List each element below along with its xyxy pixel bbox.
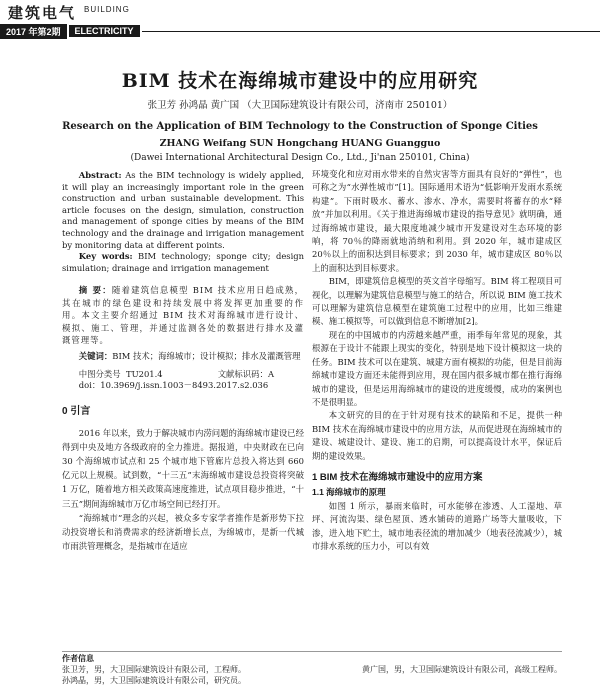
section-0-heading: 0 引言	[62, 405, 91, 417]
doc-label: 文献标识码：	[217, 368, 268, 379]
issue-number: 2017 年第2期	[0, 24, 67, 39]
paragraph: “海绵城市”理念的兴起，被众多专家学者推作是新形势下拉动投资增长和消费需求的经济新增长点，为绵城市，是新一代城市雨洪管理概念，是指城市在适应	[62, 512, 304, 552]
paragraph: BIM，即建筑信息模型的英文首字母缩写。BIM 将工程项目可视化，以理解为建筑信息模型与施工的结合，所以说 BIM 施工技术可以理解为建筑信息模型在建筑施工过程中的应用，比如三维建模、施工模拟等，可以做到信息不断增加[2]。	[312, 276, 562, 327]
paragraph: 本文研究的目的在于针对现有技术的缺陷和不足，提供一种 BIM 技术在海绵城市建设中的应用方法，从而促进现在海绵城市的建设、城建设计、建设、施工的启期，可以提高设计水平，保证后期的建设效果。	[312, 410, 562, 461]
abstract-en	[62, 170, 304, 251]
doc-code	[218, 369, 304, 381]
author-info-line: 孙鸿晶，男，大卫国际建筑设计有限公司，研究员。	[62, 676, 246, 685]
paragraph: 2016 年以来，致力于解决城市内涝问题的海绵城市建设已经得到中央及地方各级政府的全力推进。据报道，中央财政在已向 30 个海绵城市试点和 25 个城市地下管廊片总投入将达到 660 亿元以上规模。试到数，“十三五”末海绵城市建设总投资将突破 1 万亿，随着地方相关政策高速度推进，试点项目稳步推进，“十三五”期间海绵城市万亿市场空间已经打开。	[62, 427, 304, 509]
paragraph: 如图 1 所示，暴雨来临时，可水能够在渗透、人工湿地、草坪、河流沟渠、绿色屋顶、透水铺砖的道路广场等大量吸收，下渗，进入地下贮土，城市地表径流的增加减少（地表径流减少），城市排水系统的压力小，可以有效	[312, 500, 562, 551]
clc-code	[62, 369, 163, 381]
classification-row	[62, 369, 304, 381]
abstract-en-label: Abstract:	[78, 170, 122, 180]
section-1-heading: 1 BIM 技术在海绵城市建设中的应用方案	[312, 471, 483, 483]
paragraph: 现在的中国城市的内涝越来越严重，雨季每年常见的现象，其根源在于设计不能跟上现实的变化，特别是地下设计模拟这一块的任务。BIM 技术可以在建筑、城建方面有模拟的功能，但是目前海绵城市建设方面还未能得到应用，现在国内很多城市都在推行海绵城市的建设，但是运用海绵城市的建设的进度缓慢，成功的案例也不是很明显。	[312, 329, 562, 407]
journal-name-en: ELECTRICITY	[69, 25, 140, 37]
section-0-body	[62, 426, 304, 554]
abstract-cn	[62, 284, 304, 346]
keywords-cn	[62, 350, 304, 362]
header-rule	[142, 31, 600, 32]
abstract-cn-text: 随着建筑信息模型 BIM 技术应用日趋成熟，其在城市的绿色建设和持续发展中将发挥更加重要的作用。本文主要介绍通过 BIM 技术对海绵城市进行设计、模拟、施工、管理，并通过监测各处的数据进行排水及灌溉管理等。	[62, 285, 304, 345]
author-info	[62, 653, 562, 686]
keywords-cn-label: 关键词：	[78, 351, 113, 362]
author-info-line: 张卫芳，男，大卫国际建筑设计有限公司，工程师。	[62, 665, 246, 674]
title-en: Research on the Application of BIM Technology to the Construction of Sponge Cities	[62, 121, 538, 132]
authors-en: ZHANG Weifang SUN Hongchang HUANG Guangguo	[159, 138, 441, 149]
title-cn: BIM 技术在海绵城市建设中的应用研究	[121, 70, 479, 92]
keywords-cn-text: BIM 技术；海绵城市；设计模拟；排水及灌溉管理	[112, 351, 301, 362]
right-column	[312, 168, 562, 553]
keywords-en-text: BIM technology; sponge city; design simulation; drainage and irrigation management	[62, 251, 305, 273]
authors-cn: 张卫芳 孙鸿晶 黄广国 （大卫国际建筑设计有限公司，济南市 250101）	[147, 100, 453, 111]
keywords-en-label: Key words:	[78, 251, 133, 262]
author-info-line: 黄广国，男，大卫国际建筑设计有限公司，高级工程师。	[362, 665, 562, 674]
paragraph: 环境变化和应对雨水带来的自然灾害等方面具有良好的“弹性”，也可称之为“水弹性城市”[1]。国际通用术语为“低影响开发雨水系统构建”。下雨时吸水、蓄水、渗水、净水，需要时将蓄存的水“释放”并加以利用。《关于推进海绵城市建设的指导意见》就明确，通过海绵城市建设，最大限度地减少城市开发建设对生态环境的影响，将 70％的降雨就地消纳和利用。到 2020 年，城市建成区 20％以上的面积达到目标要求；到 2030 年，城市建成区 80％以上的面积达到目标要求。	[312, 169, 562, 273]
author-info-row	[62, 664, 562, 675]
affiliation-en: (Dawei International Architectural Design Co., Ltd., Ji'nan 250101, China)	[130, 153, 470, 163]
journal-name-cn: 建筑电气	[8, 4, 77, 22]
clc-label: 中图分类号	[78, 368, 121, 379]
journal-name-en-top: BUILDING	[84, 5, 130, 14]
header-bar	[0, 24, 600, 38]
keywords-en	[62, 251, 304, 274]
clc-value: TU201.4	[126, 368, 163, 379]
left-column	[62, 168, 304, 553]
abstract-en-text: As the BIM technology is widely applied, it will play an increasingly important role in the green construction and urban sustainable development. This article focuses on the design, simulation, construction and management of sponge cities by means of the BIM technology and the drainage and irrigation management by monitoring data at different points.	[62, 170, 304, 250]
doc-value: A	[267, 368, 274, 379]
doi: doi：10.3969/j.issn.1003－8493.2017.s2.036	[78, 380, 269, 391]
subsection-1-1-heading: 1.1 海绵城市的原理	[312, 487, 386, 498]
author-info-label: 作者信息	[62, 653, 94, 663]
footer-rule	[62, 651, 562, 652]
abstract-cn-label: 摘 要：	[78, 285, 112, 296]
